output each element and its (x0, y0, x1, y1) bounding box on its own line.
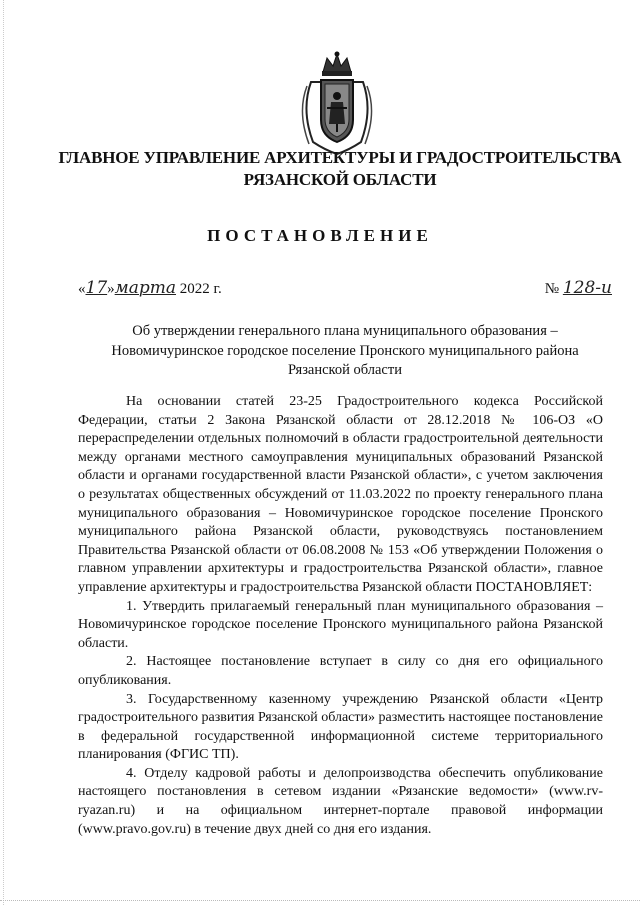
date-open-quote: « (78, 281, 86, 297)
subject-line-3: Рязанской области (288, 362, 402, 378)
list-item: 3. Государственному казенному учреждению Рязанской области «Центр градостроительного развития Рязанской области» разместить настоящее постановление в федеральной государственной информационной системе территориального планирования (ФГИС ТП). (78, 691, 603, 763)
date-day: 17 (85, 278, 108, 298)
document-number (545, 278, 612, 299)
list-item: 2. Настоящее постановление вступает в силу со дня его официального опубликования. (78, 654, 603, 688)
page-edge-left (3, 0, 4, 905)
document-body (78, 393, 603, 839)
document-type: ПОСТАНОВЛЕНИЕ (207, 226, 433, 245)
document-date (78, 278, 222, 299)
page-edge-bottom (0, 900, 640, 901)
list-item: 4. Отделу кадровой работы и делопроизводства обеспечить опубликование настоящего постановления в сетевом издании «Рязанские ведомости» (www.rv-ryazan.ru) и на официальном интернет-портале правовой информации (www.pravo.gov.ru) в течение двух дней со дня его издания. (78, 765, 603, 837)
number-value: 128-и (562, 278, 612, 298)
issuing-authority (40, 147, 640, 191)
date-close-quote: » (107, 281, 115, 297)
authority-line-2: РЯЗАНСКОЙ ОБЛАСТИ (243, 170, 437, 189)
authority-line-1: ГЛАВНОЕ УПРАВЛЕНИЕ АРХИТЕКТУРЫ И ГРАДОСТРОИТЕЛЬСТВА (58, 148, 622, 167)
list-item: 1. Утвердить прилагаемый генеральный план муниципального образования – Новомичуринское городское поселение Пронского муниципального района Рязанской области. (78, 598, 603, 651)
preamble-paragraph: На основании статей 23-25 Градостроительного кодекса Российской Федерации, статьи 2 Закона Рязанской области от 28.12.2018 № 106-ОЗ «О перераспределении отдельных полномочий в области градостроительной деятельности между органами местного самоуправления муниципальных образований Рязанской области и органами государственной власти Рязанской области», с учетом заключения о результатах общественных обсуждений от 11.03.2022 по проекту генерального плана муниципального образования – Новомичуринское городское поселение Пронского муниципального района Рязанской области, руководствуясь постановлением Правительства Рязанской области от 06.08.2008 № 153 «Об утверждении Положения о главном управлении архитектуры и градостроительства Рязанской области», главное управление архитектуры и градостроительства Рязанской области ПОСТАНОВЛЯЕТ: (78, 394, 603, 595)
date-year: 2022 г. (179, 281, 222, 297)
document-subject (80, 322, 610, 381)
subject-line-1: Об утверждении генерального плана муниципального образования – (132, 323, 558, 339)
subject-line-2: Новомичуринское городское поселение Пронского муниципального района (111, 342, 579, 359)
coat-of-arms-icon (297, 50, 377, 160)
date-month: марта (114, 278, 177, 298)
number-label: № (544, 281, 560, 297)
